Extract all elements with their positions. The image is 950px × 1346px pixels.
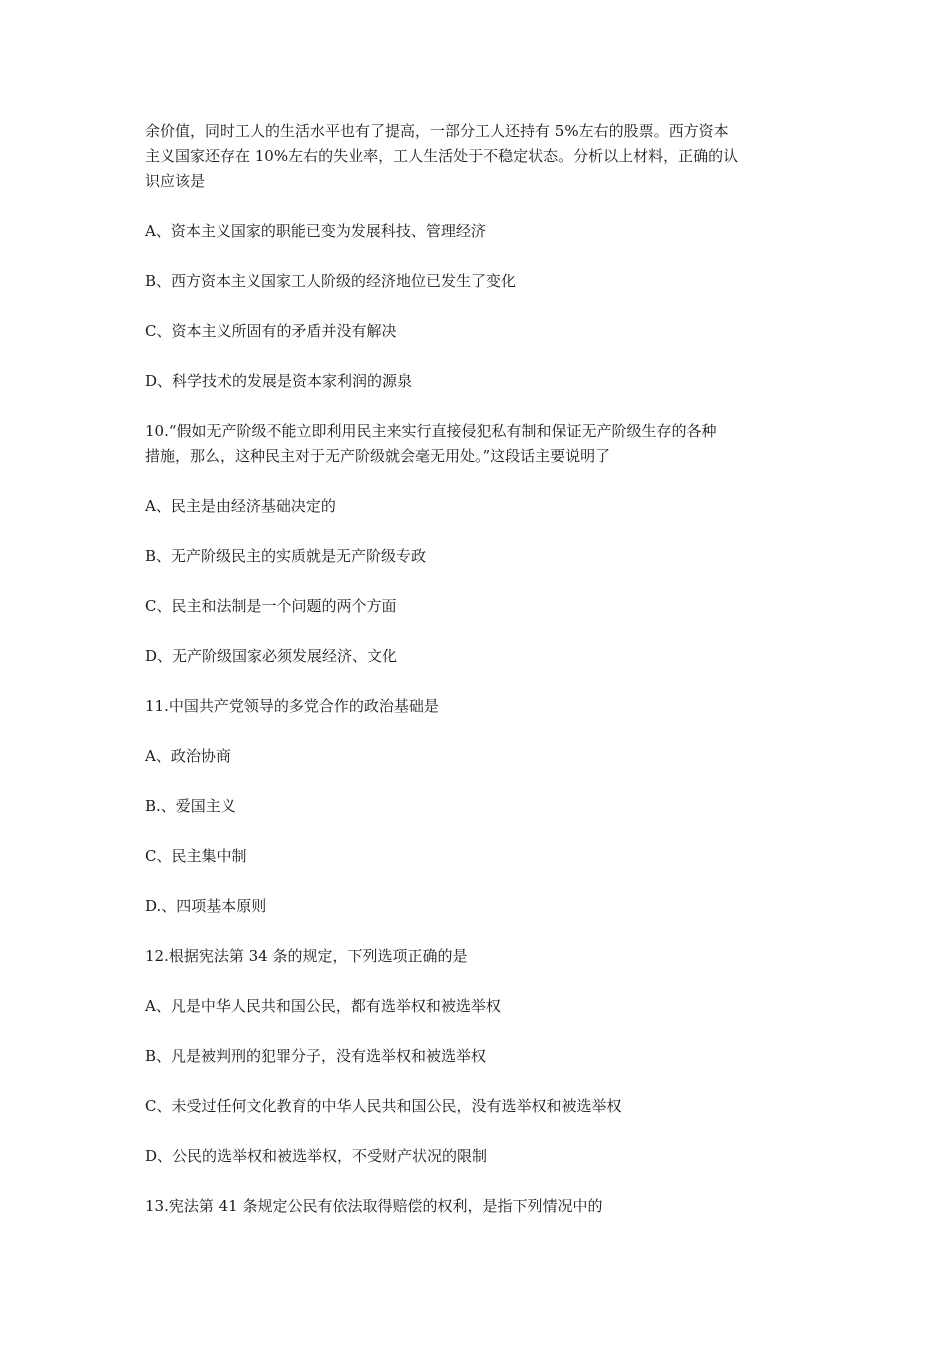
- q10-option-b: B、无产阶级民主的实质就是无产阶级专政: [145, 547, 427, 565]
- q9-stem-continuation: [145, 0, 810, 194]
- q10-option-c: C、民主和法制是一个问题的两个方面: [145, 597, 397, 615]
- q12-option-c: C、未受过任何文化教育的中华人民共和国公民，没有选举权和被选举权: [145, 1097, 622, 1115]
- text-line: 余价值，同时工人的生活水平也有了提高，一部分工人还持有 5%左右的股票。西方资本: [145, 122, 729, 140]
- q11-stem: 11.中国共产党领导的多党合作的政治基础是: [145, 697, 439, 715]
- q11-option-d: D.、四项基本原则: [145, 897, 267, 915]
- q9-option-d: D、科学技术的发展是资本家利润的源泉: [145, 372, 413, 390]
- text-line: 识应该是: [145, 172, 206, 190]
- text-line: 主义国家还存在 10%左右的失业率，工人生活处于不稳定状态。分析以上材料，正确的认: [145, 147, 739, 165]
- q10-option-d: D、无产阶级国家必须发展经济、文化: [145, 647, 398, 665]
- q12-option-b: B、凡是被判刑的犯罪分子，没有选举权和被选举权: [145, 1047, 487, 1065]
- q12-stem: 12.根据宪法第 34 条的规定，下列选项正确的是: [145, 947, 468, 965]
- q10-option-a: A、民主是由经济基础决定的: [145, 497, 336, 515]
- q9-option-a: A、资本主义国家的职能已变为发展科技、管理经济: [145, 222, 486, 240]
- text-line: 措施，那么，这种民主对于无产阶级就会毫无用处。”这段话主要说明了: [145, 447, 611, 465]
- document-page: [145, 0, 810, 1244]
- text-line: 10.“假如无产阶级不能立即利用民主来实行直接侵犯私有制和保证无产阶级生存的各种: [145, 422, 717, 440]
- q11-option-c: C、民主集中制: [145, 847, 247, 865]
- q11-option-b: B.、爱国主义: [145, 797, 236, 815]
- q10-stem: [145, 419, 810, 469]
- q9-option-b: B、西方资本主义国家工人阶级的经济地位已发生了变化: [145, 272, 517, 290]
- q11-option-a: A、政治协商: [145, 747, 231, 765]
- q9-option-c: C、资本主义所固有的矛盾并没有解决: [145, 322, 397, 340]
- q12-option-d: D、公民的选举权和被选举权，不受财产状况的限制: [145, 1147, 488, 1165]
- q12-option-a: A、凡是中华人民共和国公民，都有选举权和被选举权: [145, 997, 501, 1015]
- q13-stem: 13.宪法第 41 条规定公民有依法取得赔偿的权利，是指下列情况中的: [145, 1197, 603, 1215]
